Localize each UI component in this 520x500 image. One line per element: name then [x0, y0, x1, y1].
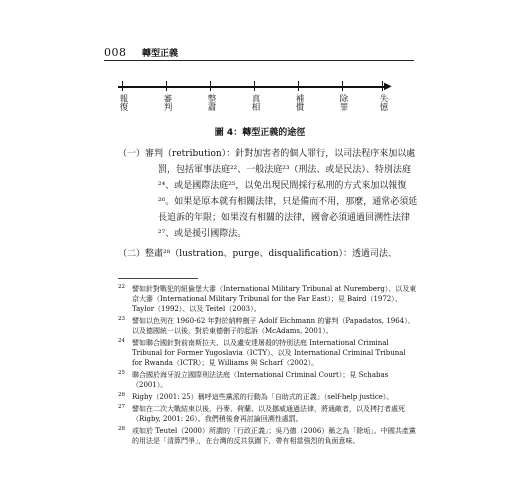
footnote-text: 譬如針對戰犯的紐倫堡大審（International Military Tribunal at Nuremberg）、以及東京大審（International Military Tribunal for the Far East）；見 Baird（1972）、Taylor（1992）、以及 Teitel（2003）。 [132, 285, 417, 313]
timeline-arrow-icon: ▶ [384, 81, 392, 92]
timeline-tick [166, 81, 167, 91]
footnote-text: 譬如在二次大戰結束以後，丹麥、荷蘭、以及挪威通過法律，將通敵者，以及拷打者處死（Rigby, 2001: 26）。我們稍後會再討論回溯性處罰。 [132, 405, 405, 423]
footnote-number: 26 [118, 392, 125, 398]
footnote [118, 316, 418, 336]
footnote-text: 譬如聯合國針對前南斯拉夫、以及盧安達屠殺的特別法庭 International Criminal Tribunal for Former Yugoslavia（ICTY）、以及 International Criminal Tribunal for Rwanda（ICTR）；見 Williams 與 Scharf（2002）。 [132, 339, 406, 367]
timeline-tick [382, 81, 383, 91]
timeline-tick [298, 81, 299, 91]
footnote-text: 或如於 Teutel（2000）所謂的「行政正義」；吳乃德（2006）稱之為「除垢」。中國共產黨的用法是「清算鬥爭」，在台灣的反共氛圍下，帶有相當強烈的負面意味。 [132, 427, 416, 445]
footnotes [118, 284, 418, 448]
footnote-number: 27 [118, 404, 125, 410]
paragraph-text: ²⁸（lustration、purge、disqualification）：透過司法、 [163, 249, 398, 259]
footnote [118, 404, 418, 424]
header-rule [104, 60, 414, 61]
footnote [118, 284, 418, 314]
timeline-line [118, 86, 388, 88]
timeline-tick [122, 81, 123, 91]
paragraph-retribution [118, 146, 418, 242]
paragraph-label: （一）審判 [118, 149, 164, 159]
footnote-text: Rigby（2001: 25）稱呼這些黨派的行動為「自助式的正義」（self-help justice）。 [132, 393, 394, 401]
footnote [118, 426, 418, 446]
page-number: 008 [104, 46, 127, 59]
timeline-tick [342, 81, 343, 91]
footnote-number: 22 [118, 284, 125, 290]
footnote-rule [118, 278, 198, 279]
paragraph-text: （retribution）：針對加害者的個人罪行，以司法程序來加以處罰，包括軍事法庭²²、一般法庭²³（刑法、或是民法）、特別法庭²⁴、或是國際法庭²⁵，以免出現民間採行私刑的方式來加以報復²⁶。如果是原本就有相關法律，只是備而不用，那麼，通常必須延長追訴的年限；如果沒有相關的法律，國會必須通過回溯性法律²⁷、或是援引國際法。 [158, 149, 418, 239]
timeline-tick-label: 整肅 [206, 94, 216, 111]
timeline-tick [210, 81, 211, 91]
footnote [118, 338, 418, 368]
timeline-tick-label: 報復 [118, 94, 128, 111]
footnote-number: 24 [118, 338, 125, 344]
footnote-number: 25 [118, 370, 125, 376]
paragraph-label: （二）整肅 [118, 249, 164, 259]
footnote-number: 28 [118, 426, 125, 432]
timeline-tick-label: 失憶 [378, 94, 388, 111]
timeline-figure [118, 81, 408, 126]
timeline-tick-label: 審判 [162, 94, 172, 111]
timeline-tick-label: 除罪 [338, 94, 348, 111]
paragraph-lustration [118, 246, 418, 262]
timeline-tick [254, 81, 255, 91]
running-title: 轉型正義 [142, 49, 179, 59]
footnote-text: 譬如以色列在 1960-62 年對於納粹劊子 Adolf Eichmann 的審判（Papadatos, 1964）、以及德國統一以後，對於東德劊子的起訴（McAdams, 2001）。 [132, 317, 415, 335]
body-text [118, 146, 418, 266]
timeline-tick-label: 真相 [250, 94, 260, 111]
timeline-tick-label: 補償 [294, 94, 304, 111]
footnote [118, 392, 418, 402]
footnote-text: 聯合國於海牙設立國際刑法法庭（International Criminal Court）；見 Schabas（2001）。 [132, 371, 389, 389]
footnote-number: 23 [118, 316, 125, 322]
figure-caption: 圖 4：轉型正義的途徑 [214, 128, 306, 138]
footnote [118, 370, 418, 390]
